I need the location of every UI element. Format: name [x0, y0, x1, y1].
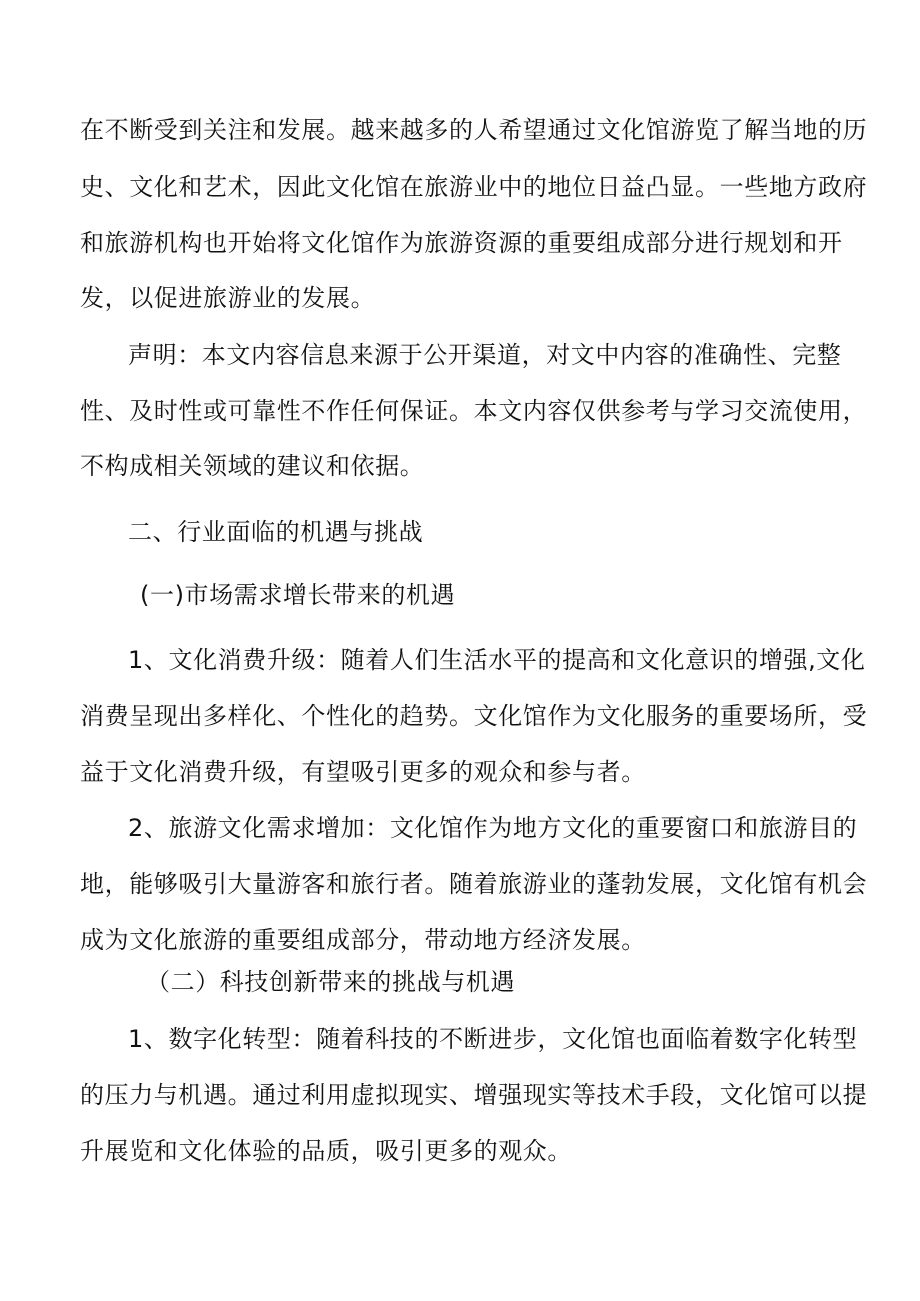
list-item-line: 1、数字化转型：随着科技的不断进步，文化馆也面临着数字化转型: [128, 1025, 858, 1053]
list-item-line: 2、旅游文化需求增加：文化馆作为地方文化的重要窗口和旅游目的: [128, 814, 858, 842]
paragraph-line: 发，以促进旅游业的发展。: [80, 284, 376, 312]
disclaimer-line: 不构成相关领域的建议和依据。: [80, 452, 425, 480]
paragraph-line: 在不断受到关注和发展。越来越多的人希望通过文化馆游览了解当地的历: [80, 116, 868, 144]
list-item-line: 消费呈现出多样化、个性化的趋势。文化馆作为文化服务的重要场所，受: [80, 702, 868, 730]
paragraph-line: 和旅游机构也开始将文化馆作为旅游资源的重要组成部分进行规划和开: [80, 229, 843, 257]
section-heading: 二、行业面临的机遇与挑战: [128, 518, 424, 546]
list-item-line: 升展览和文化体验的品质，吸引更多的观众。: [80, 1137, 572, 1165]
disclaimer-line: 性、及时性或可靠性不作任何保证。本文内容仅供参考与学习交流使用，: [80, 397, 868, 425]
list-item-line: 成为文化旅游的重要组成部分，带动地方经济发展。: [80, 926, 646, 954]
list-item-line: 1、文化消费升级：随着人们生活水平的提高和文化意识的增强,文化: [128, 646, 866, 674]
subsection-heading: （二）科技创新带来的挑战与机遇: [146, 968, 515, 996]
list-item-line: 益于文化消费升级，有望吸引更多的观众和参与者。: [80, 758, 646, 786]
disclaimer-line: 声明：本文内容信息来源于公开渠道，对文中内容的准确性、完整: [128, 341, 842, 369]
subsection-heading: (一)市场需求增长带来的机遇: [140, 581, 456, 609]
paragraph-line: 史、文化和艺术，因此文化馆在旅游业中的地位日益凸显。一些地方政府: [80, 173, 868, 201]
list-item-line: 的压力与机遇。通过利用虚拟现实、增强现实等技术手段，文化馆可以提: [80, 1081, 868, 1109]
list-item-line: 地，能够吸引大量游客和旅行者。随着旅游业的蓬勃发展，文化馆有机会: [80, 870, 868, 898]
